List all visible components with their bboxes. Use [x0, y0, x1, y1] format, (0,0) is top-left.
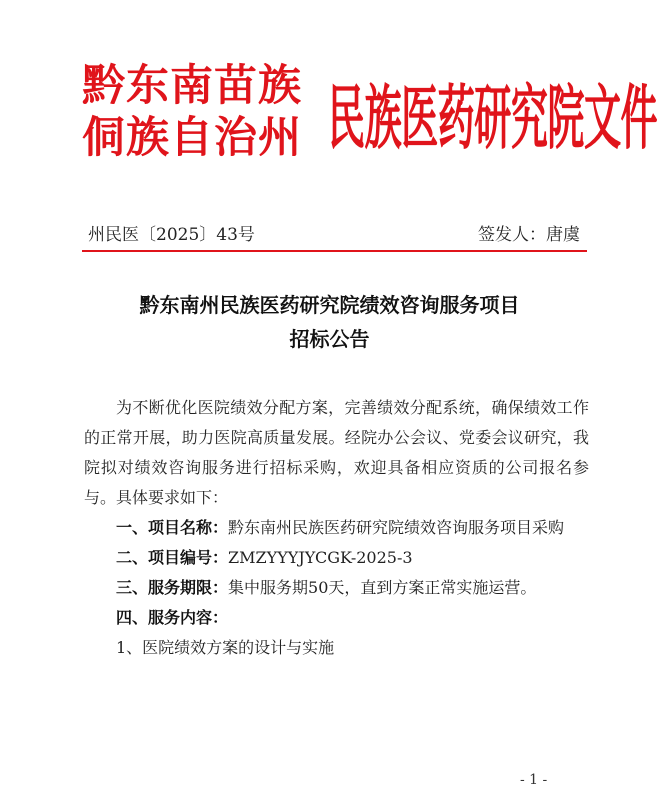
- document-body: [84, 393, 589, 663]
- document-title: [0, 288, 659, 356]
- document-header: [0, 58, 659, 178]
- item-service-period-value: 集中服务期50天，直到方案正常实施运营。: [228, 578, 537, 597]
- issuing-institute: 民族医药研究院文件: [328, 76, 658, 159]
- item-project-number: [84, 543, 589, 573]
- intro-paragraph: 为不断优化医院绩效分配方案，完善绩效分配系统，确保绩效工作的正常开展，助力医院高质量发展。经院办公会议、党委会议研究，我院拟对绩效咨询服务进行招标采购，欢迎具备相应资质的公司报名参与。具体要求如下：: [84, 398, 589, 507]
- service-content-sub-item: 1、医院绩效方案的设计与实施: [116, 638, 335, 657]
- item-service-content-label: 四、服务内容：: [116, 608, 229, 627]
- item-project-name-value: 黔东南州民族医药研究院绩效咨询服务项目采购: [228, 518, 565, 537]
- issuing-region-line-2: 侗族自治州: [82, 113, 302, 163]
- item-service-period-label: 三、服务期限：: [116, 578, 229, 597]
- issuing-region-line-1: 黔东南苗族: [82, 61, 302, 111]
- item-project-name-label: 一、项目名称：: [116, 518, 229, 537]
- issuing-region: [82, 60, 320, 164]
- item-project-number-label: 二、项目编号：: [116, 548, 229, 567]
- document-number: 州民医〔2025〕43号: [88, 225, 255, 245]
- title-line-2: 招标公告: [289, 327, 370, 351]
- title-line-1: 黔东南州民族医药研究院绩效咨询服务项目: [139, 293, 520, 317]
- header-divider: [82, 250, 587, 252]
- item-service-content: [84, 603, 589, 633]
- page-number: - 1 -: [520, 772, 548, 788]
- item-project-number-value: ZMZYYYJYCGK-2025-3: [228, 548, 413, 567]
- signer: 签发人：唐虞: [478, 225, 580, 245]
- item-project-name: [84, 513, 589, 543]
- item-service-period: [84, 573, 589, 603]
